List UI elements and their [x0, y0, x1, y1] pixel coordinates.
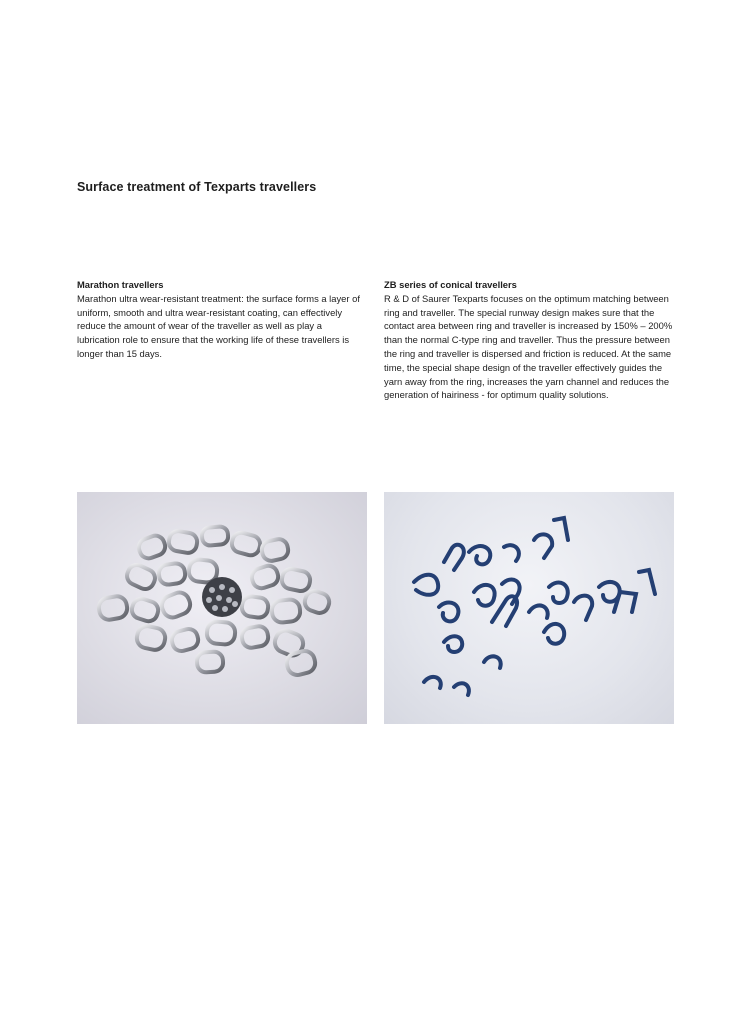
marathon-travellers-photo	[77, 492, 367, 724]
marathon-heading: Marathon travellers	[77, 279, 164, 290]
blue-travellers-illustration	[384, 492, 674, 724]
marathon-section	[77, 278, 367, 361]
zb-section	[384, 278, 674, 402]
zb-heading: ZB series of conical travellers	[384, 279, 517, 290]
zb-travellers-photo	[384, 492, 674, 724]
marathon-body: Marathon ultra wear-resistant treatment: the surface forms a layer of uniform, smooth and ultra wear-resistant coating, can effectively reduce the amount of wear of the traveller as well as play a lubrication role to ensure that the working life of these travellers is longer than 15 days.	[77, 292, 360, 359]
zb-body: R & D of Saurer Texparts focuses on the optimum matching between ring and traveller. The special runway design makes sure that the contact area between ring and traveller is increased by 150% – 200% than the normal C-type ring and traveller. Thus the pressure between the ring and traveller is dispersed and friction is reduced. At the same time, the special shape design of the traveller effectively guides the yarn away from the ring, increases the yarn channel and reduces the generation of hairiness - for optimum quality solutions.	[384, 292, 673, 401]
page-title: Surface treatment of Texparts travellers	[77, 180, 317, 194]
metal-rings-illustration	[77, 492, 367, 724]
